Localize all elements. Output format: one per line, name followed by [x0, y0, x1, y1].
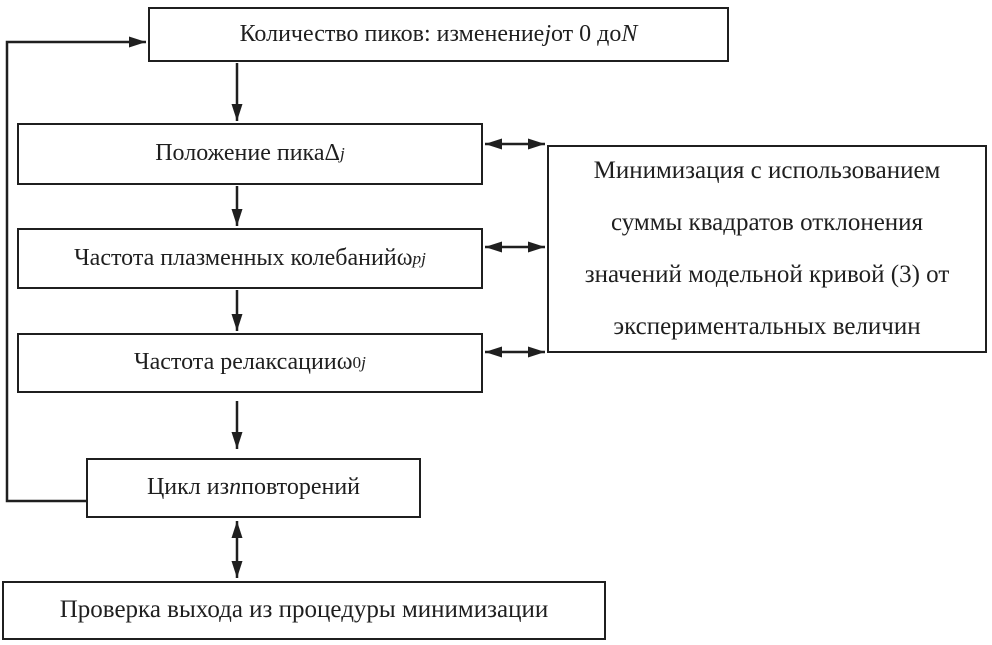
- minimization-line: суммы квадратов отклонения: [610, 209, 924, 236]
- node-peak-position: Положение пика Δ j: [17, 123, 483, 185]
- node-peak-count: Количество пиков: изменение j от 0 до N: [148, 7, 729, 62]
- minimization-line: Минимизация с использованием: [593, 157, 941, 184]
- node-minimization: [547, 145, 987, 353]
- node-relaxation-frequency: Частота релаксации ω 0 j: [17, 333, 483, 393]
- minimization-line: экспериментальных величин: [613, 313, 921, 340]
- node-cycle: Цикл из n повторений: [86, 458, 421, 518]
- minimization-line: значений модельной кривой (3) от: [584, 261, 950, 288]
- node-exit-check: Проверка выхода из процедуры минимизации: [2, 581, 606, 640]
- node-plasma-frequency: Частота плазменных колебаний ω pj: [17, 228, 483, 289]
